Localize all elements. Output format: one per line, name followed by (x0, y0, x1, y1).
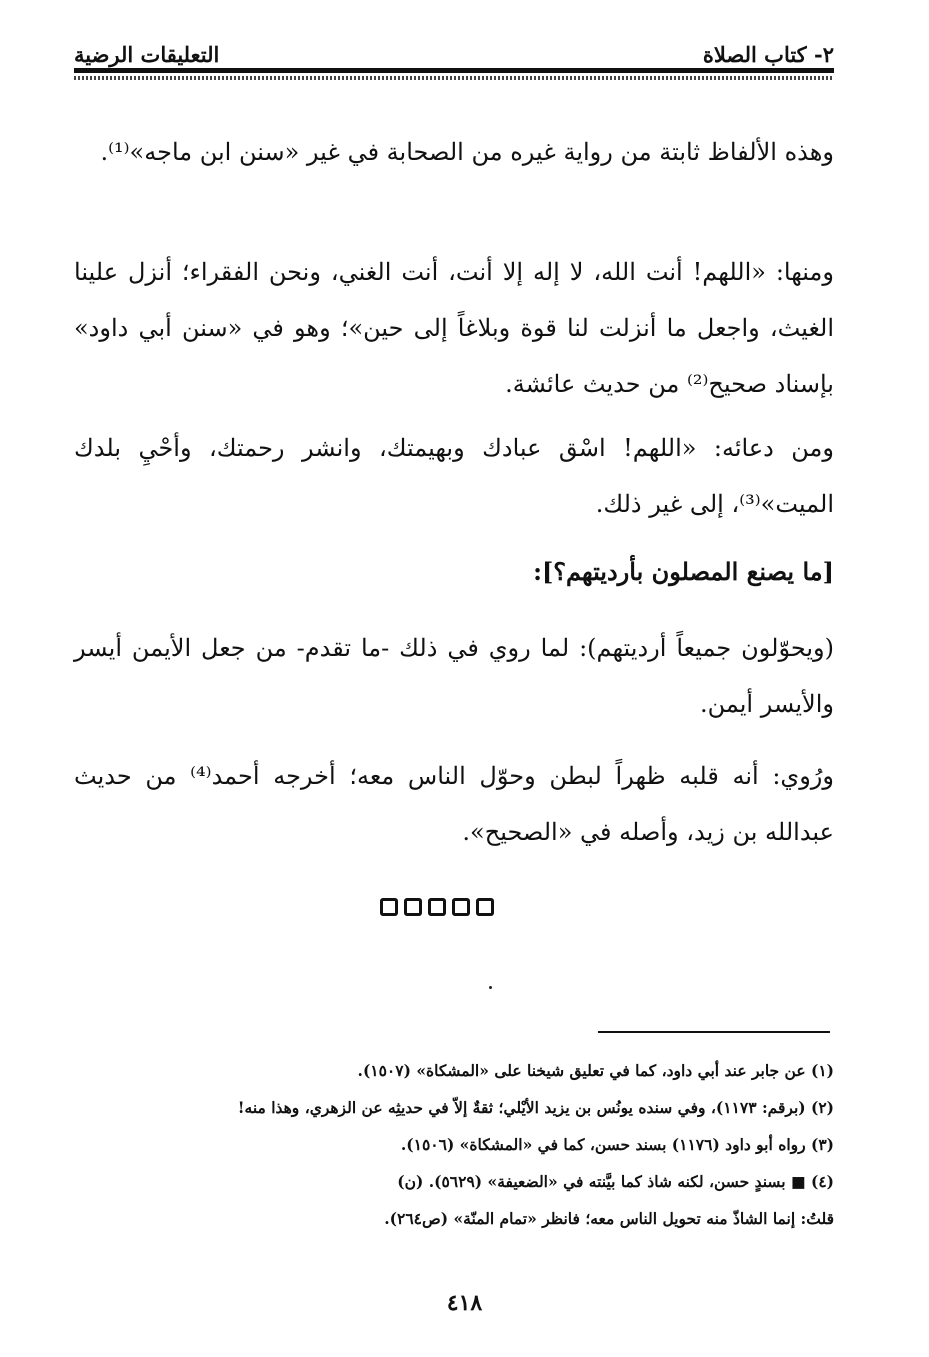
paragraph: ومن دعائه: «اللهم! اسْق عبادك وبهيمتك، وانشر رحمتك، وأحْيِ بلدك الميت»⁽³⁾، إلى غير ذلك. (74, 434, 835, 518)
square-icon (476, 898, 494, 916)
ink-dot (489, 986, 492, 989)
square-icon (380, 898, 398, 916)
footnote: (٤) ■ بسندٍ حسن، لكنه شاذ كما بيَّنته في «الضعيفة» (٥٦٢٩). (ن) (397, 1172, 834, 1191)
section-heading-block (74, 544, 834, 600)
paragraph-1-block (74, 124, 834, 180)
square-icon (428, 898, 446, 916)
book-title: التعليقات الرضية (74, 42, 220, 67)
footnote-separator (598, 1031, 830, 1033)
paragraph: ورُوي: أنه قلبه ظهراً لبطن وحوّل الناس معه؛ أخرجه أحمد⁽⁴⁾ من حديث عبدالله بن زيد، وأصله في «الصحيح». (74, 762, 834, 846)
paragraph-3-block (74, 420, 834, 532)
footnote: (٢) (برقم: ١١٧٣)، وفي سنده يونُس بن يزيد الأيْلي؛ ثقةٌ إلاّ في حديثِه عن الزهري، وهذا منه! (237, 1098, 834, 1117)
footnotes (74, 1052, 834, 1237)
section-end-ornament (380, 898, 494, 916)
paragraph-4-block (74, 620, 834, 732)
square-icon (452, 898, 470, 916)
chapter-title: ٢- كتاب الصلاة (702, 42, 834, 67)
header-rule (74, 68, 834, 73)
footnote: (٣) رواه أبو داود (١١٧٦) بسند حسن، كما في «المشكاة» (١٥٠٦). (400, 1135, 834, 1154)
paragraph: وهذه الألفاظ ثابتة من رواية غيره من الصحابة في غير «سنن ابن ماجه»⁽¹⁾. (100, 138, 834, 166)
footnote: قلتُ: إنما الشاذّ منه تحويل الناس معه؛ فانظر «تمام المنّة» (ص٢٦٤). (384, 1209, 834, 1228)
paragraph: (ويحوّلون جميعاً أرديتهم): لما روي في ذلك -ما تقدم- من جعل الأيمن أيسر والأيسر أيمن. (74, 634, 834, 718)
header-dotted-rule (74, 76, 834, 80)
paragraph: ومنها: «اللهم! أنت الله، لا إله إلا أنت، أنت الغني، ونحن الفقراء؛ أنزل علينا الغيث، واجعل ما أنزلت لنا قوة وبلاغاً إلى حين»؛ وهو في «سنن أبي داود» بإسناد صحيح⁽²⁾ من حديث عائشة. (74, 258, 834, 398)
paragraph-5-block (74, 748, 834, 860)
footnote: (١) عن جابر عند أبي داود، كما في تعليق شيخنا على «المشكاة» (١٥٠٧). (357, 1061, 834, 1080)
page-number: ٤١٨ (446, 1290, 483, 1316)
paragraph-2-block (74, 244, 834, 412)
section-heading: [ما يصنع المصلون بأرديتهم؟]: (533, 557, 834, 586)
square-icon (404, 898, 422, 916)
